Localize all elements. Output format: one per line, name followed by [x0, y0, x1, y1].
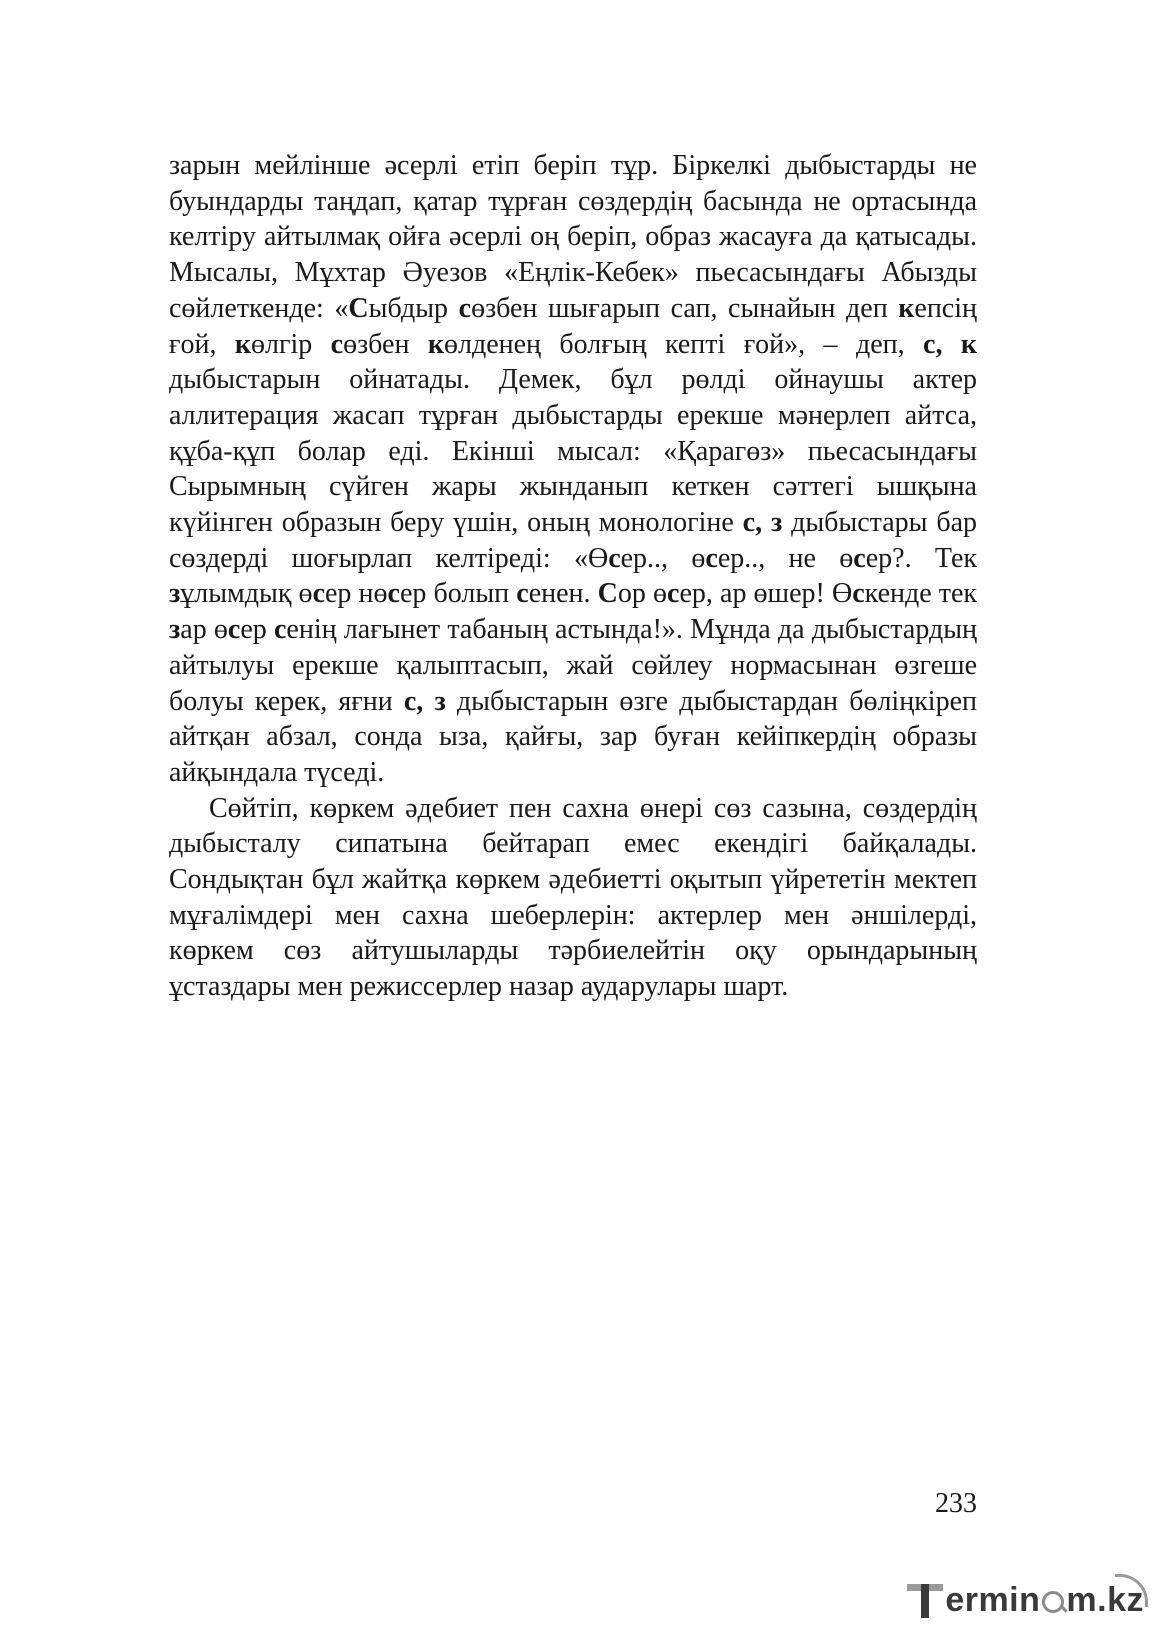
- bold-sound-letters: с: [516, 578, 529, 610]
- body-text: [169, 148, 977, 1005]
- text-run: ер?. Тек: [865, 542, 977, 574]
- bold-sound-letters: с: [852, 578, 865, 610]
- text-run: Сөйтіп, көркем әдебиет пен сахна өнері сөз сазына, сөздердің дыбысталу сипатына бейтарап емес екендігі байқалады. Сондықтан бұл жайтқа көркем әдебиетті оқытып үйрететін мектеп мұғалімдері мен сахна шеберлерін: актерлер мен әншілерді, көркем сөз айтушыларды тәрбиелейтін оқу орындарының ұстаздары мен режиссерлер назар аударулары шарт.: [169, 792, 977, 1003]
- logo-t-icon: [907, 1580, 943, 1620]
- text-run: дыбыстары бар сөздерді шоғырлап келтіреді: «Ө: [169, 507, 977, 574]
- watermark-suffix: m.kz: [1066, 1580, 1144, 1619]
- watermark-prefix: ermin: [945, 1580, 1041, 1619]
- bold-sound-letters: з: [169, 578, 181, 610]
- logo-arc-icon: [1115, 1574, 1148, 1607]
- text-run: ұлымдық ө: [180, 578, 313, 610]
- bold-sound-letters: с: [705, 542, 718, 574]
- bold-sound-letters: с: [330, 328, 344, 360]
- bold-sound-letters: с, к: [923, 328, 977, 360]
- text-run: ер, ар өшер! Ө: [679, 578, 853, 610]
- text-run: ер.., ө: [620, 542, 706, 574]
- text-run: өлгір: [251, 328, 331, 360]
- text-run: дыбыстарын ойнатады. Демек, бұл рөлді ойнаушы актер аллитерация жасап тұрған дыбыстарды ерекше мәнерлеп айтса, құба-құп болар еді. Екінші мысал: «Қарагөз» пьесасындағы Сырымның сүйген жары жынданып кеткен сәттегі ышқына күйінген образын беру үшін, оның монологіне: [169, 364, 977, 539]
- bold-sound-letters: к: [898, 292, 915, 324]
- site-watermark: [907, 1580, 1144, 1620]
- text-run: ор ө: [617, 578, 668, 610]
- bold-sound-letters: с: [608, 542, 621, 574]
- bold-sound-letters: с, з: [742, 507, 783, 539]
- bold-sound-letters: с: [312, 578, 325, 610]
- bold-sound-letters: С: [597, 578, 618, 610]
- text-run: ер.., не ө: [717, 542, 854, 574]
- text-run: ер нө: [325, 578, 388, 610]
- text-run: ар ө: [180, 614, 228, 646]
- text-run: зарын мейлінше әсерлі етіп беріп тұр. Біркелкі дыбыстарды не буындарды таңдап, қатар тұрған сөздердің басында не ортасында келтіру айтылмақ ойға әсерлі оң беріп, образ жасауға да қатысады. Мысалы, Мұхтар Әуезов «Еңлік-Кебек» пьесасындағы Абызды сөйлеткенде: «: [169, 150, 977, 324]
- magnifier-icon: [1040, 1585, 1066, 1615]
- bold-sound-letters: с: [227, 614, 241, 646]
- bold-sound-letters: с: [853, 542, 866, 574]
- text-run: ер болып: [399, 578, 517, 610]
- paragraph: [169, 791, 977, 1005]
- text-run: енің лағынет табаның астында!». Мұнда да дыбыстардың айтылуы ерекше қалыптасып, жай сөйлеу нормасынан өзгеше болуы керек, яғни: [169, 614, 977, 717]
- paragraph: [169, 148, 977, 791]
- bold-sound-letters: с: [273, 614, 287, 646]
- bold-sound-letters: с, з: [403, 685, 446, 717]
- text-run: енен.: [528, 578, 598, 610]
- text-run: өзбен: [343, 328, 428, 360]
- bold-sound-letters: к: [427, 328, 444, 360]
- bold-sound-letters: с: [458, 292, 472, 324]
- text-run: ыбдыр: [368, 292, 459, 324]
- page-number: 233: [935, 1488, 977, 1519]
- bold-sound-letters: с: [667, 578, 680, 610]
- text-run: дыбыстарын өзге дыбыстардан бөліңкіреп айтқан абзал, сонда ыза, қайғы, зар буған кейіпкердің образы айқындала түседі.: [169, 685, 977, 788]
- text-run: кенде тек: [864, 578, 978, 610]
- text-run: өлденең болғың кепті ғой», – деп,: [443, 328, 924, 360]
- text-run: епсің ғой,: [169, 292, 977, 360]
- bold-sound-letters: с: [387, 578, 400, 610]
- bold-sound-letters: С: [348, 292, 369, 324]
- bold-sound-letters: з: [169, 614, 181, 646]
- text-run: өзбен шығарып сап, сынайын деп: [471, 292, 899, 324]
- bold-sound-letters: к: [234, 328, 252, 360]
- text-run: ер: [240, 614, 274, 646]
